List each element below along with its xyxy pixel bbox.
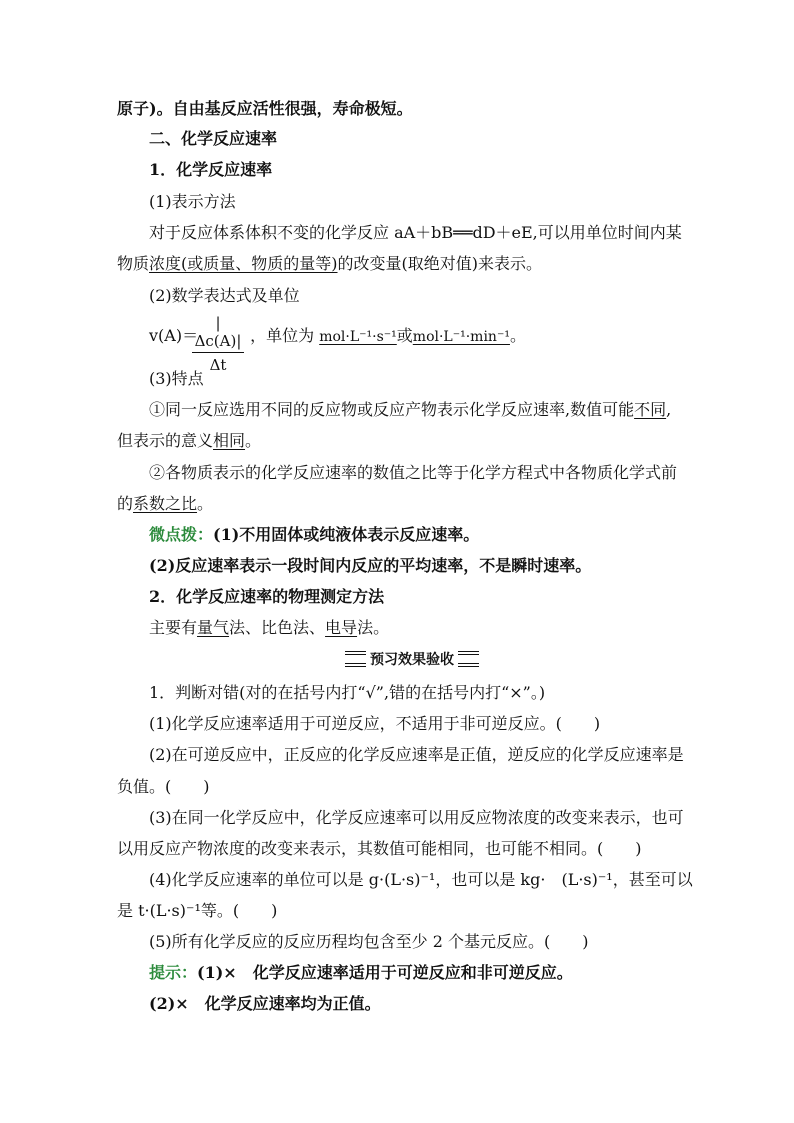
question-line: (1)化学反应速率适用于可逆反应，不适用于非可逆反应。( ) bbox=[149, 714, 601, 733]
text: 或 bbox=[396, 326, 413, 345]
paragraph-line bbox=[149, 617, 389, 639]
question-line: 以用反应产物浓度的改变来表示，其数值可能相同，也可能不相同。( ) bbox=[117, 839, 642, 858]
answer-text: (1)× 化学反应速率适用于可逆反应和非可逆反应。 bbox=[197, 963, 573, 982]
question-line: (5)所有化学反应的反应历程均包含至少 2 个基元反应。( ) bbox=[149, 932, 589, 951]
text: 的 bbox=[117, 494, 134, 513]
paragraph-line bbox=[117, 430, 261, 452]
fraction-numerator: |Δc(A)| bbox=[192, 314, 244, 353]
tip-label: 微点拨： bbox=[149, 525, 214, 544]
text: , bbox=[666, 400, 672, 419]
tip-line bbox=[149, 524, 479, 546]
text: 物质 bbox=[117, 254, 150, 273]
fraction-denominator: Δt bbox=[209, 356, 227, 374]
paragraph-line bbox=[117, 493, 213, 515]
banner-label: 预习效果验收 bbox=[366, 649, 458, 669]
underlined-answer: 系数之比 bbox=[133, 494, 198, 513]
paragraph-line bbox=[149, 399, 671, 421]
text: 。 bbox=[509, 326, 526, 345]
item-heading: (2)数学表达式及单位 bbox=[149, 286, 300, 305]
unit-answer-2: mol·L⁻¹·min⁻¹ bbox=[412, 329, 510, 345]
text: 。 bbox=[197, 494, 214, 513]
text: 法、比色法、 bbox=[229, 618, 326, 637]
answer-line: (2)× 化学反应速率均为正值。 bbox=[149, 994, 381, 1013]
answer-line bbox=[149, 962, 573, 984]
question-line: 1．判断对错(对的在括号内打“√”,错的在括号内打“×”。) bbox=[149, 683, 546, 702]
text: 但表示的意义 bbox=[117, 431, 214, 450]
question-line: 是 t·(L·s)⁻¹等。( ) bbox=[117, 901, 278, 920]
text: 。 bbox=[245, 431, 262, 450]
rate-fraction bbox=[192, 314, 244, 375]
paragraph-continuation: 原子)。自由基反应活性很强，寿命极短。 bbox=[117, 99, 413, 118]
subsection-heading: 2．化学反应速率的物理测定方法 bbox=[149, 587, 385, 606]
paragraph-line bbox=[117, 253, 542, 275]
underlined-answer: 相同 bbox=[213, 431, 246, 450]
text: 的改变量(取绝对值)来表示。 bbox=[337, 254, 543, 273]
subsection-heading: 1．化学反应速率 bbox=[149, 160, 273, 179]
text: 法。 bbox=[357, 618, 390, 637]
answer-label: 提示： bbox=[149, 963, 198, 982]
text: ①同一反应选用不同的反应物或反应产物表示化学反应速率,数值可能 bbox=[149, 400, 635, 419]
paragraph-line: 对于反应体系体积不变的化学反应 aA＋bB══dD＋eE,可以用单位时间内某 bbox=[149, 223, 682, 242]
question-line: (3)在同一化学反应中，化学反应速率可以用反应物浓度的改变来表示，也可 bbox=[149, 808, 684, 827]
text: ，单位为 bbox=[250, 326, 315, 345]
item-heading: (1)表示方法 bbox=[149, 192, 236, 211]
underlined-answer: 不同 bbox=[634, 400, 667, 419]
question-line: (2)在可逆反应中，正反应的化学反应速率是正值，逆反应的化学反应速率是 bbox=[149, 745, 684, 764]
section-banner bbox=[345, 650, 479, 668]
question-line: (4)化学反应速率的单位可以是 g·(L·s)⁻¹，也可以是 kg· (L·s)⁻¹，甚至可以 bbox=[149, 870, 693, 889]
question-line: 负值。( ) bbox=[117, 777, 210, 796]
underlined-answer: 量气 bbox=[197, 618, 230, 637]
underlined-answer: 浓度(或质量、物质的量等) bbox=[149, 254, 338, 273]
text: 主要有 bbox=[149, 618, 198, 637]
unit-answer-1: mol·L⁻¹·s⁻¹ bbox=[319, 329, 397, 345]
formula-lhs: v(A)＝ bbox=[149, 326, 199, 345]
section-heading: 二、化学反应速率 bbox=[149, 129, 278, 148]
tip-text: (1)不用固体或纯液体表示反应速率。 bbox=[213, 525, 480, 544]
paragraph-line: ②各物质表示的化学反应速率的数值之比等于化学方程式中各物质化学式前 bbox=[149, 463, 678, 482]
item-heading: (3)特点 bbox=[149, 369, 204, 388]
tip-line: (2)反应速率表示一段时间内反应的平均速率，不是瞬时速率。 bbox=[149, 556, 592, 575]
underlined-answer: 电导 bbox=[325, 618, 358, 637]
